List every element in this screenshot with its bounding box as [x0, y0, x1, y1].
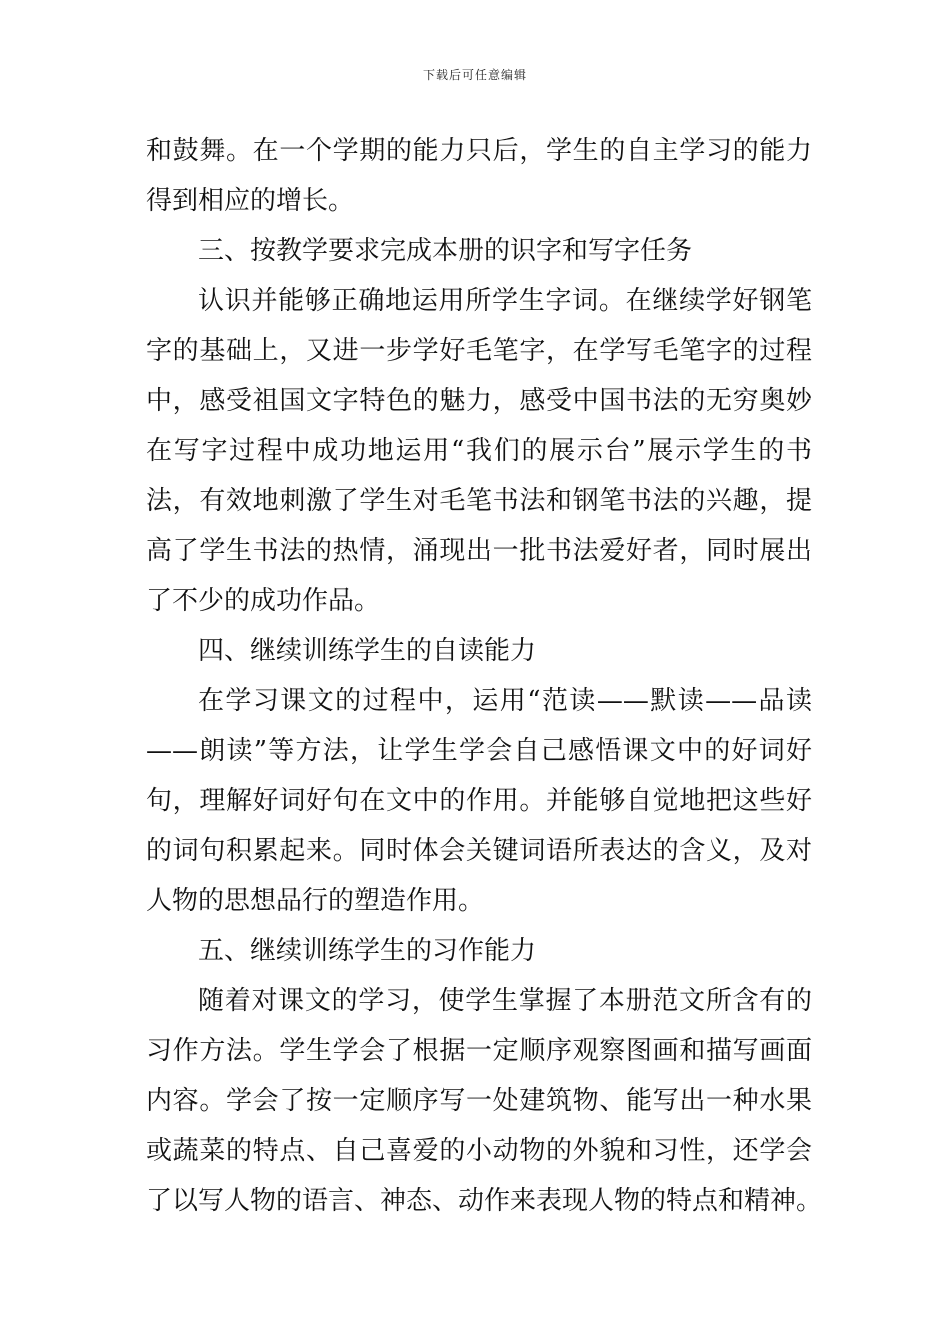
- paragraph-line: 在学习课文的过程中，运用“范读——默读——品读: [198, 686, 812, 716]
- paragraph-line: 人物的思想品行的塑造作用。: [146, 886, 485, 916]
- paragraph-line: 或蔬菜的特点、自己喜爱的小动物的外貌和习性，还学会: [146, 1136, 812, 1166]
- paragraph-line: 内容。学会了按一定顺序写一处建筑物、能写出一种水果: [146, 1086, 812, 1116]
- section-heading: 三、按教学要求完成本册的识字和写字任务: [198, 236, 693, 266]
- paragraph-line: 字的基础上，又进一步学好毛笔字，在学写毛笔字的过程: [146, 336, 812, 366]
- paragraph-line: 随着对课文的学习，使学生掌握了本册范文所含有的: [198, 986, 812, 1016]
- paragraph-line: 中，感受祖国文字特色的魅力，感受中国书法的无穷奥妙: [146, 386, 812, 416]
- paragraph-line: 了以写人物的语言、神态、动作来表现人物的特点和精神。: [146, 1186, 823, 1216]
- paragraph-line: 认识并能够正确地运用所学生字词。在继续学好钢笔: [198, 286, 812, 316]
- document-body: [146, 126, 823, 1226]
- paragraph-line: 高了学生书法的热情，涌现出一批书法爱好者，同时展出: [146, 536, 812, 566]
- paragraph-line: ——朗读”等方法，让学生学会自己感悟课文中的好词好: [146, 736, 812, 766]
- paragraph-line: 习作方法。学生学会了根据一定顺序观察图画和描写画面: [146, 1036, 812, 1066]
- paragraph-line: 在写字过程中成功地运用“我们的展示台”展示学生的书: [146, 436, 812, 466]
- paragraph-line: 法，有效地刺激了学生对毛笔书法和钢笔书法的兴趣，提: [146, 486, 812, 516]
- paragraph-line: 了不少的成功作品。: [146, 586, 381, 616]
- page-header: 下载后可任意编辑: [422, 68, 527, 82]
- paragraph-line: 和鼓舞。在一个学期的能力只后，学生的自主学习的能力: [146, 136, 812, 166]
- paragraph-line: 句，理解好词好句在文中的作用。并能够自觉地把这些好: [146, 786, 812, 816]
- paragraph-line: 得到相应的增长。: [146, 186, 355, 216]
- section-heading: 五、继续训练学生的习作能力: [198, 936, 537, 966]
- section-heading: 四、继续训练学生的自读能力: [198, 636, 537, 666]
- paragraph-line: 的词句积累起来。同时体会关键词语所表达的含义，及对: [146, 836, 812, 866]
